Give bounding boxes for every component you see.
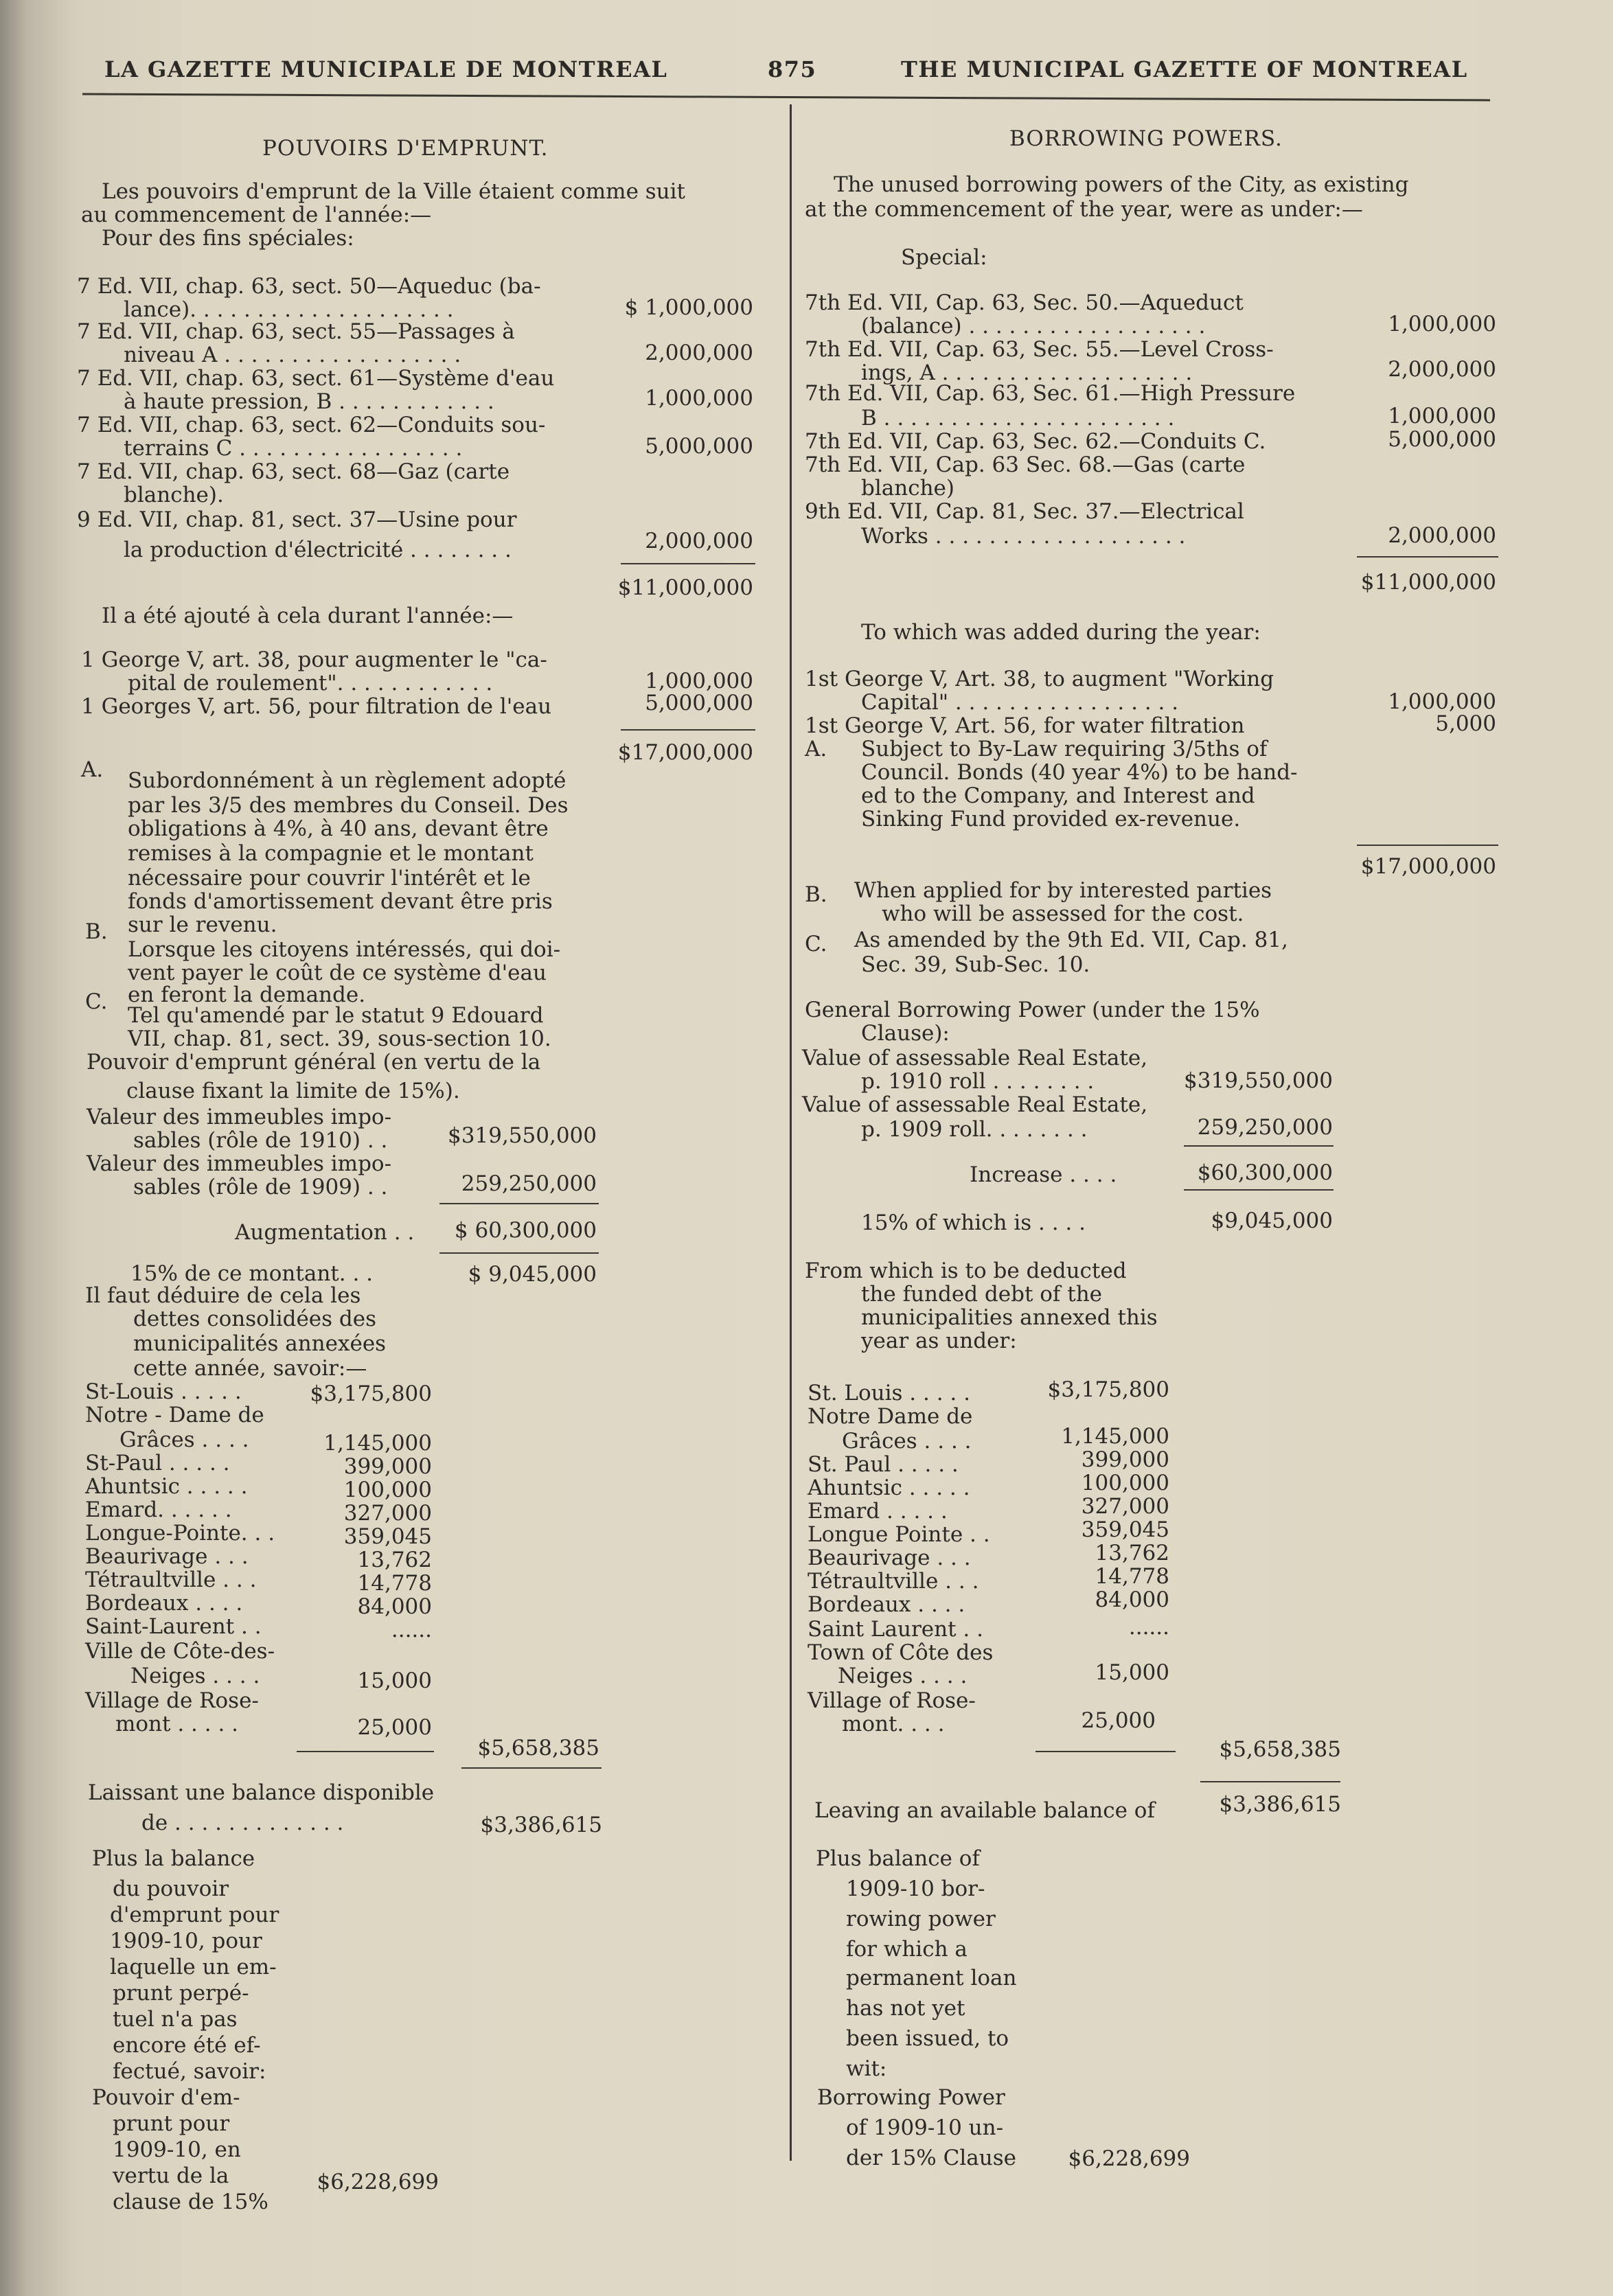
en-value-line: Value of assessable Real Estate, [802, 1046, 1148, 1070]
en-note-line: Council. Bonds (40 year 4%) to be hand- [861, 760, 1298, 785]
fr-increase-label: Augmentation . . [235, 1220, 415, 1245]
fr-subtotal-2: $17,000,000 [617, 740, 753, 765]
fr-muni-amount: 13,762 [357, 1548, 432, 1572]
fr-note-line: Subordonnément à un règlement adopté [128, 768, 567, 793]
fr-muni-name: St-Louis . . . . . [85, 1379, 242, 1404]
fr-muni-amount: 25,000 [357, 1715, 432, 1740]
fr-subtotal-rule [621, 729, 755, 731]
fr-muni-name: Tétraultville . . . [85, 1568, 257, 1592]
fr-note-label: A. [81, 757, 104, 782]
fr-munis-rule [297, 1751, 434, 1752]
en-muni-name: Village of Rose- [808, 1688, 976, 1713]
fr-special-amount: 1,000,000 [645, 386, 753, 411]
en-balance-label: Leaving an available balance of [814, 1798, 1155, 1823]
fr-value-line: sables (rôle de 1910) . . [133, 1128, 388, 1153]
fr-muni-name: Longue-Pointe. . . [85, 1521, 275, 1546]
en-deduct-line: municipalities annexed this [861, 1305, 1158, 1330]
en-pct: $9,045,000 [1211, 1208, 1333, 1233]
en-plus-line: der 15% Clause [846, 2146, 1016, 2170]
en-munis-rule [1036, 1751, 1176, 1752]
fr-plus-line: tuel n'a pas [113, 2007, 238, 2032]
en-deduct-line: From which is to be deducted [805, 1259, 1127, 1283]
fr-note-line: remises à la compagnie et le montant [128, 841, 534, 866]
fr-title: POUVOIRS D'EMPRUNT. [262, 136, 549, 161]
en-plus-line: rowing power [846, 1907, 996, 1931]
fr-special-amount: 2,000,000 [645, 341, 753, 365]
fr-special-line: blanche). [124, 483, 224, 507]
fr-muni-name: Grâces . . . . [119, 1427, 249, 1452]
en-added-line: 1st George V, Art. 38, to augment "Working [805, 667, 1274, 691]
fr-pct-label: 15% de ce montant. . . [130, 1261, 374, 1286]
fr-special-line: 7 Ed. VII, chap. 63, sect. 50—Aqueduc (ba- [77, 274, 541, 299]
fr-added-amount: 1,000,000 [645, 669, 753, 693]
en-muni-amount: 15,000 [1095, 1660, 1169, 1685]
en-added-amount: 5,000 [1435, 711, 1496, 736]
en-note-line: Sinking Fund provided ex-revenue. [861, 807, 1241, 831]
en-muni-name: Neiges . . . . [838, 1664, 968, 1688]
en-plus-line: been issued, to [846, 2026, 1009, 2051]
column-divider [790, 104, 792, 2161]
en-value-1909: 259,250,000 [1197, 1115, 1333, 1140]
fr-special-line: la production d'électricité . . . . . . . . [124, 538, 512, 562]
en-special-line: Works . . . . . . . . . . . . . . . . . . . [861, 524, 1186, 549]
en-muni-amount: 25,000 [1081, 1708, 1156, 1733]
en-increase-label: Increase . . . . [970, 1162, 1117, 1187]
en-special-amount: 2,000,000 [1388, 523, 1496, 548]
fr-muni-amount: 100,000 [343, 1478, 432, 1502]
fr-plus-line: 1909-10, pour [110, 1929, 262, 1953]
en-plus-line: for which a [846, 1937, 968, 1962]
en-muni-name: mont. . . . [842, 1712, 945, 1736]
en-special-line: B . . . . . . . . . . . . . . . . . . . . . . [861, 406, 1175, 430]
en-pct-label: 15% of which is . . . . [861, 1210, 1086, 1235]
en-special-line: 7th Ed. VII, Cap. 63, Sec. 61.—High Pressure [805, 381, 1296, 406]
fr-muni-amount: ...... [391, 1618, 432, 1642]
page-number: 875 [768, 56, 817, 82]
fr-plus-line: encore été ef- [113, 2033, 261, 2058]
fr-plus-line: prunt perpé- [113, 1981, 249, 2006]
fr-munis-total: $5,658,385 [477, 1736, 599, 1760]
en-value-line: Value of assessable Real Estate, [802, 1092, 1148, 1117]
fr-intro-line: au commencement de l'année:— [81, 203, 432, 227]
fr-muni-amount: 327,000 [343, 1501, 432, 1526]
en-special-line: ings, A . . . . . . . . . . . . . . . . . . . [861, 360, 1193, 385]
en-munis-total: $5,658,385 [1219, 1737, 1341, 1762]
fr-special-line: terrains C . . . . . . . . . . . . . . . . . [124, 436, 463, 461]
en-note-line: ed to the Company, and Interest and [861, 783, 1255, 808]
fr-deduct-line: cette année, savoir:— [133, 1356, 367, 1381]
fr-plus-line: clause de 15% [113, 2190, 268, 2214]
en-special-amount: 1,000,000 [1388, 404, 1496, 428]
en-subtotal-1: $11,000,000 [1360, 570, 1496, 595]
en-special-line: (balance) . . . . . . . . . . . . . . . . . . [861, 314, 1206, 338]
fr-special-line: 7 Ed. VII, chap. 63, sect. 62—Conduits sou- [77, 413, 546, 437]
en-value-1910: $319,550,000 [1184, 1068, 1333, 1093]
fr-increase-rule [439, 1252, 599, 1254]
en-note-line: Sec. 39, Sub-Sec. 10. [861, 952, 1090, 977]
fr-muni-name: Saint-Laurent . . [85, 1614, 262, 1639]
fr-deduct-line: dettes consolidées des [133, 1307, 377, 1331]
en-added-line: 1st George V, Art. 56, for water filtration [805, 713, 1245, 738]
fr-note-line: VII, chap. 81, sect. 39, sous-section 10. [128, 1026, 551, 1051]
fr-deduct-line: Il faut déduire de cela les [85, 1283, 361, 1308]
en-plus-line: wit: [846, 2056, 887, 2081]
fr-muni-amount: 14,778 [357, 1571, 432, 1596]
en-plus-line: has not yet [846, 1996, 965, 2021]
en-special-line: blanche) [861, 476, 954, 501]
fr-muni-name: Notre - Dame de [85, 1403, 264, 1427]
fr-plus-line: du pouvoir [113, 1876, 229, 1901]
fr-muni-name: Beaurivage . . . [85, 1544, 249, 1569]
en-muni-amount: 13,762 [1095, 1541, 1169, 1565]
en-special-line: 7th Ed. VII, Cap. 63, Sec. 62.—Conduits C. [805, 429, 1266, 454]
en-special-amount: 5,000,000 [1388, 427, 1496, 452]
fr-plus-line: 1909-10, en [113, 2137, 241, 2162]
fr-muni-name: Ville de Côte-des- [85, 1639, 275, 1664]
fr-increase: $ 60,300,000 [454, 1218, 597, 1243]
fr-plus-line: Plus la balance [92, 1846, 255, 1871]
fr-plus-line: fectué, savoir: [113, 2059, 266, 2084]
en-deduct-line: the funded debt of the [861, 1282, 1103, 1307]
fr-balance: $3,386,615 [480, 1813, 602, 1837]
fr-muni-name: Emard. . . . . . [85, 1497, 232, 1522]
fr-deduct-line: municipalités annexées [133, 1331, 387, 1356]
fr-special-amount: 2,000,000 [645, 529, 753, 553]
fr-muni-name: Village de Rose- [85, 1688, 259, 1713]
fr-intro-line: Les pouvoirs d'emprunt de la Ville étaient comme suit [102, 179, 686, 204]
en-increase-rule [1184, 1189, 1334, 1191]
en-muni-name: Notre Dame de [808, 1404, 973, 1429]
en-plus-line: permanent loan [846, 1966, 1017, 1990]
fr-intro-line: Pour des fins spéciales: [102, 226, 354, 251]
en-muni-amount: ...... [1128, 1615, 1169, 1640]
en-muni-name: Grâces . . . . [842, 1429, 972, 1454]
fr-added-line: 1 Georges V, art. 56, pour filtration de l'eau [81, 694, 552, 719]
en-note-label: B. [805, 882, 827, 907]
en-muni-amount: 100,000 [1081, 1471, 1169, 1495]
fr-muni-name: Ahuntsic . . . . . [85, 1474, 248, 1499]
fr-special-line: 7 Ed. VII, chap. 63, sect. 55—Passages à [77, 319, 515, 344]
en-muni-name: Longue Pointe . . [808, 1522, 990, 1547]
en-muni-name: St. Paul . . . . . [808, 1452, 959, 1477]
en-note-line: As amended by the 9th Ed. VII, Cap. 81, [854, 928, 1288, 952]
en-note-line: When applied for by interested parties [854, 878, 1272, 903]
fr-note-line: en feront la demande. [128, 983, 366, 1007]
fr-special-line: niveau A . . . . . . . . . . . . . . . . . . [124, 343, 461, 367]
fr-muni-name: Bordeaux . . . . [85, 1591, 243, 1616]
en-value-line: p. 1909 roll. . . . . . . . [861, 1117, 1088, 1142]
en-subtotal-rule [1357, 556, 1498, 558]
en-muni-name: Saint Laurent . . [808, 1617, 983, 1642]
en-muni-name: Town of Côte des [808, 1640, 994, 1665]
fr-muni-name: mont . . . . . [115, 1712, 239, 1736]
fr-muni-amount: 84,000 [357, 1594, 432, 1619]
en-muni-amount: 14,778 [1095, 1564, 1169, 1589]
en-muni-name: Beaurivage . . . [808, 1546, 971, 1570]
en-special-line: 7th Ed. VII, Cap. 63, Sec. 50.—Aqueduct [805, 290, 1244, 315]
fr-special-line: 9 Ed. VII, chap. 81, sect. 37—Usine pour [77, 507, 517, 532]
fr-balance-line: Laissant une balance disponible [88, 1780, 435, 1805]
en-muni-name: St. Louis . . . . . [808, 1381, 970, 1405]
en-muni-amount: 84,000 [1095, 1587, 1169, 1612]
fr-special-line: à haute pression, B . . . . . . . . . . . . [124, 389, 494, 414]
en-muni-name: Emard . . . . . [808, 1499, 948, 1524]
en-note-label: A. [805, 737, 827, 761]
fr-subtotal-1: $11,000,000 [617, 575, 753, 600]
fr-plus-line: prunt pour [113, 2111, 230, 2136]
fr-muni-amount: 359,045 [343, 1524, 432, 1549]
en-added-intro: To which was added during the year: [861, 620, 1261, 645]
fr-note-line: par les 3/5 des membres du Conseil. Des [128, 793, 569, 818]
en-intro-line: The unused borrowing powers of the City, as existing [834, 172, 1409, 197]
en-added-amount: 1,000,000 [1388, 689, 1496, 714]
fr-value-1910: $319,550,000 [448, 1123, 597, 1148]
fr-value-line: sables (rôle de 1909) . . [133, 1175, 388, 1199]
fr-special-line: 7 Ed. VII, chap. 63, sect. 68—Gaz (carte [77, 459, 510, 484]
en-title: BORROWING POWERS. [1009, 126, 1283, 151]
fr-munis-rule [461, 1767, 602, 1769]
en-special-line: 7th Ed. VII, Cap. 63, Sec. 55.—Level Cross- [805, 337, 1274, 362]
en-munis-rule [1200, 1781, 1340, 1782]
fr-muni-name: Neiges . . . . [130, 1664, 260, 1688]
en-plus-amount: $6,228,699 [1068, 2146, 1190, 2171]
en-muni-amount: 1,145,000 [1061, 1424, 1169, 1449]
en-note-line: who will be assessed for the cost. [882, 902, 1244, 926]
fr-note-line: nécessaire pour couvrir l'intérêt et le [128, 866, 531, 891]
fr-value-line: Valeur des immeubles impo- [87, 1105, 392, 1129]
fr-muni-name: St-Paul . . . . . [85, 1451, 230, 1476]
fr-increase-rule [439, 1203, 599, 1204]
fr-plus-line: Pouvoir d'em- [92, 2085, 240, 2110]
en-note-line: Subject to By-Law requiring 3/5ths of [861, 737, 1268, 761]
fr-added-line: 1 George V, art. 38, pour augmenter le "ca- [81, 647, 547, 672]
en-value-line: p. 1910 roll . . . . . . . . [861, 1069, 1095, 1094]
en-muni-name: Bordeaux . . . . [808, 1592, 965, 1617]
fr-plus-line: vertu de la [113, 2163, 229, 2188]
fr-plus-amount: $6,228,699 [317, 2170, 439, 2194]
en-muni-amount: 399,000 [1081, 1447, 1169, 1472]
fr-added-line: pital de roulement". . . . . . . . . . . . [128, 671, 493, 696]
fr-note-line: Tel qu'amendé par le statut 9 Edouard [128, 1003, 544, 1028]
en-muni-amount: 359,045 [1081, 1517, 1169, 1542]
header-right-title: THE MUNICIPAL GAZETTE OF MONTREAL [901, 56, 1468, 82]
en-deduct-line: year as under: [861, 1329, 1017, 1353]
en-balance: $3,386,615 [1219, 1792, 1341, 1817]
en-increase-rule [1184, 1145, 1334, 1147]
fr-special-amount: 5,000,000 [645, 434, 753, 459]
en-intro-line: at the commencement of the year, were as under:— [805, 197, 1363, 222]
header-left-title: LA GAZETTE MUNICIPALE DE MONTREAL [104, 56, 668, 82]
en-muni-name: Tétraultville . . . [808, 1569, 979, 1594]
fr-muni-amount: 15,000 [357, 1668, 432, 1693]
en-special-label: Special: [901, 245, 987, 270]
fr-general-line: clause fixant la limite de 15%). [126, 1079, 460, 1103]
en-general-line: Clause): [861, 1021, 950, 1046]
fr-pct: $ 9,045,000 [468, 1262, 597, 1287]
en-general-line: General Borrowing Power (under the 15% [805, 998, 1260, 1022]
fr-subtotal-rule [621, 563, 755, 564]
en-subtotal-2: $17,000,000 [1360, 854, 1496, 879]
fr-note-line: vent payer le coût de ce système d'eau [128, 961, 547, 985]
fr-general-line: Pouvoir d'emprunt général (en vertu de la [87, 1050, 541, 1075]
en-muni-amount: $3,175,800 [1047, 1377, 1169, 1402]
en-special-amount: 1,000,000 [1388, 312, 1496, 336]
en-added-line: Capital" . . . . . . . . . . . . . . . . . [861, 690, 1179, 715]
fr-added-intro: Il a été ajouté à cela durant l'année:— [102, 604, 514, 628]
en-increase: $60,300,000 [1197, 1160, 1333, 1185]
fr-note-label: B. [85, 919, 108, 944]
fr-muni-amount: 399,000 [343, 1454, 432, 1479]
fr-note-label: C. [85, 989, 108, 1014]
en-muni-amount: 327,000 [1081, 1494, 1169, 1519]
en-special-amount: 2,000,000 [1388, 357, 1496, 382]
en-special-line: 7th Ed. VII, Cap. 63 Sec. 68.—Gas (carte [805, 452, 1246, 477]
fr-value-line: Valeur des immeubles impo- [87, 1151, 392, 1176]
fr-special-line: 7 Ed. VII, chap. 63, sect. 61—Système d'eau [77, 366, 555, 391]
fr-value-1909: 259,250,000 [461, 1171, 597, 1196]
en-plus-line: Plus balance of [816, 1846, 980, 1871]
en-special-line: 9th Ed. VII, Cap. 81, Sec. 37.—Electrical [805, 499, 1244, 524]
fr-note-line: obligations à 4%, à 40 ans, devant être [128, 816, 549, 841]
fr-special-line: lance). . . . . . . . . . . . . . . . . . . . [124, 297, 454, 322]
fr-special-amount: $ 1,000,000 [624, 295, 753, 320]
en-note-label: C. [805, 932, 827, 956]
fr-plus-line: d'emprunt pour [110, 1903, 279, 1927]
en-plus-line: Borrowing Power [817, 2085, 1005, 2110]
fr-muni-amount: $3,175,800 [310, 1381, 432, 1406]
en-muni-name: Ahuntsic . . . . . [808, 1476, 970, 1500]
fr-muni-amount: 1,145,000 [323, 1431, 432, 1456]
fr-note-line: Lorsque les citoyens intéressés, qui doi- [128, 937, 561, 962]
fr-note-line: fonds d'amortissement devant être pris [128, 889, 553, 914]
fr-note-line: sur le revenu. [128, 912, 277, 937]
en-plus-line: of 1909-10 un- [846, 2115, 1004, 2140]
en-subtotal-rule [1357, 845, 1498, 846]
fr-balance-line: de . . . . . . . . . . . . . [141, 1811, 344, 1835]
fr-added-amount: 5,000,000 [645, 691, 753, 715]
fr-plus-line: laquelle un em- [110, 1955, 277, 1979]
en-plus-line: 1909-10 bor- [846, 1876, 985, 1901]
